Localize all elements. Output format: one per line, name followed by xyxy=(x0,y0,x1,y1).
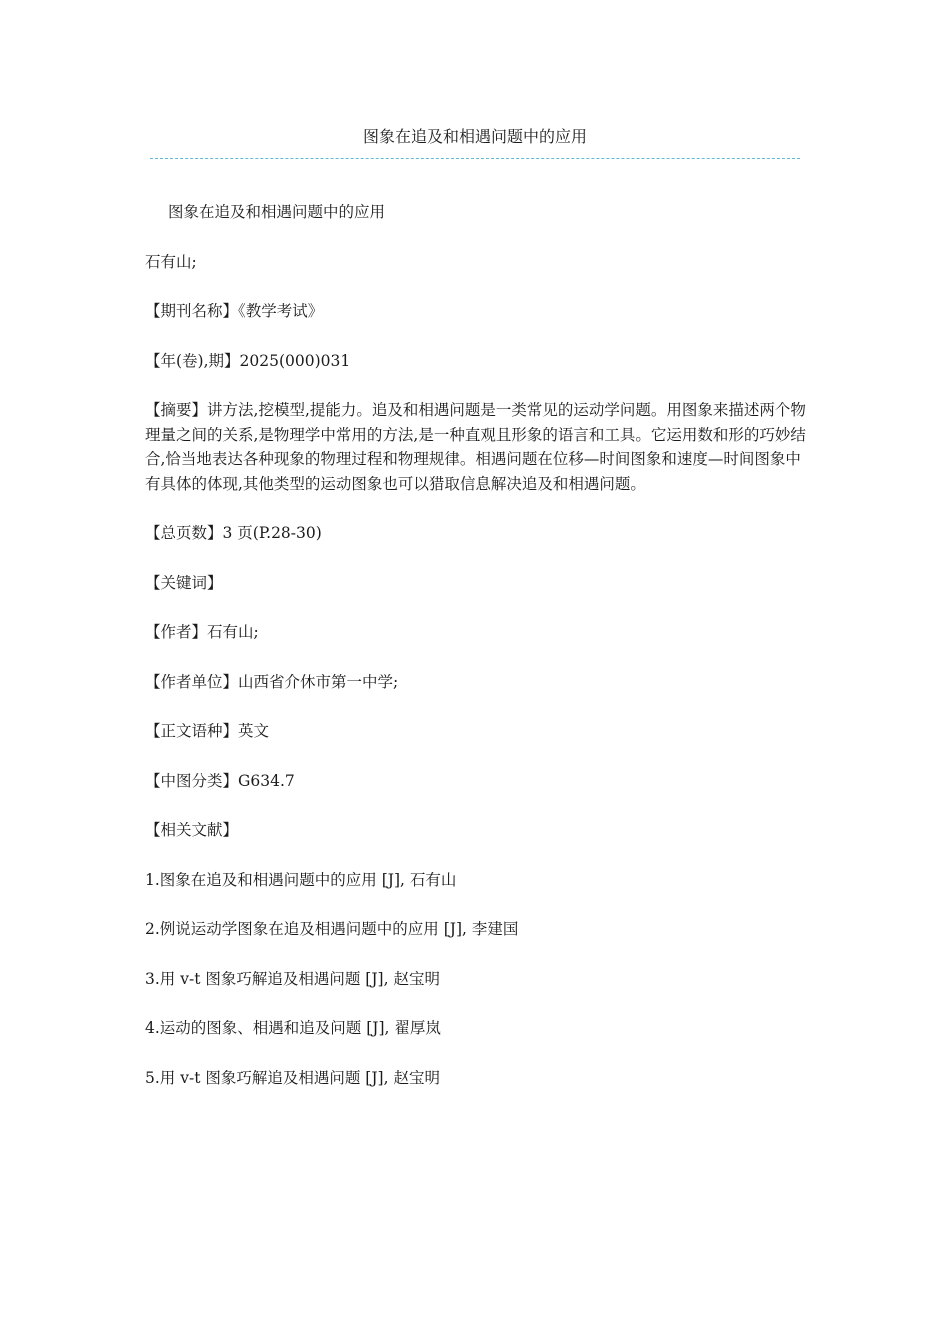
field-label: 【作者单位】 xyxy=(145,672,239,691)
field-value: 3 页(P.28-30) xyxy=(222,524,322,542)
field-issue xyxy=(145,349,807,374)
field-label: 【中图分类】 xyxy=(145,771,239,790)
field-value: 讲方法,挖模型,提能力。追及和相遇问题是一类常见的运动学问题。用图象来描述两个物理量之间的关系,是物理学中常用的方法,是一种直观且形象的语言和工具。它运用数和形的巧妙结合,恰当地表达各种现象的物理过程和物理规律。相遇问题在位移—时间图象和速度—时间图象中有具体的体现,其他类型的运动图象也可以猎取信息解决追及和相遇问题。 xyxy=(145,401,806,493)
field-affiliation xyxy=(145,670,807,695)
page-header-title: 图象在追及和相遇问题中的应用 xyxy=(362,127,587,146)
field-references-heading xyxy=(145,818,807,843)
field-label: 【总页数】 xyxy=(145,524,223,542)
field-abstract xyxy=(145,398,807,496)
field-pages xyxy=(145,521,807,546)
article-title: 图象在追及和相遇问题中的应用 xyxy=(168,203,386,221)
header-divider xyxy=(150,158,800,159)
reference-item: 2.例说运动学图象在追及相遇问题中的应用 [J], 李建国 xyxy=(145,920,519,938)
reference-item: 5.用 v-t 图象巧解追及相遇问题 [J], 赵宝明 xyxy=(145,1068,440,1087)
field-author xyxy=(145,620,807,645)
field-label: 【关键词】 xyxy=(145,573,223,592)
field-language xyxy=(145,719,807,744)
field-value: 2025(000)031 xyxy=(239,351,351,370)
author-line: 石有山; xyxy=(145,252,197,271)
field-value: 英文 xyxy=(238,722,270,740)
field-label: 【期刊名称】 xyxy=(145,302,239,320)
field-value: 《教学考试》 xyxy=(238,302,324,320)
field-label: 【相关文献】 xyxy=(145,821,239,839)
field-journal xyxy=(145,299,807,324)
field-label: 【摘要】 xyxy=(145,401,208,419)
field-label: 【年(卷),期】 xyxy=(145,351,240,370)
field-value: 山西省介休市第一中学; xyxy=(238,672,399,691)
reference-item: 1.图象在追及和相遇问题中的应用 [J], 石有山 xyxy=(145,870,457,889)
document-body xyxy=(145,200,807,1115)
field-label: 【作者】 xyxy=(145,623,208,641)
field-label: 【正文语种】 xyxy=(145,722,239,740)
field-keywords xyxy=(145,571,807,596)
reference-item: 4.运动的图象、相遇和追及问题 [J], 翟厚岚 xyxy=(145,1019,441,1037)
field-value: G634.7 xyxy=(238,771,295,790)
reference-item: 3.用 v-t 图象巧解追及相遇问题 [J], 赵宝明 xyxy=(145,969,440,988)
field-classification xyxy=(145,769,807,794)
field-value: 石有山; xyxy=(207,623,259,641)
